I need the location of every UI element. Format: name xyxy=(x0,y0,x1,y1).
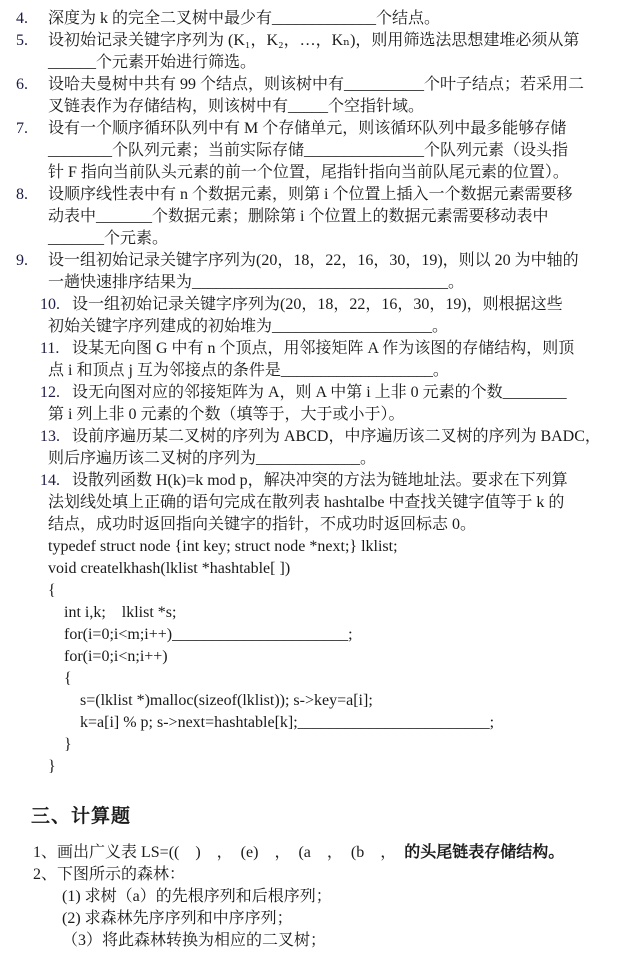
code-line-inner-close-brace: } xyxy=(64,736,72,753)
question-8-line-2 xyxy=(0,206,636,228)
code-line-close-brace: } xyxy=(48,758,56,775)
question-10-text: 设一组初始记录关键字序列为(20，18，22，16，30，19)，则根据这些 xyxy=(72,296,563,313)
question-10-line-2 xyxy=(0,316,636,338)
section-3-item-2: 2、下图所示的森林： xyxy=(33,866,186,883)
question-9-text-cont: 一趟快速排序结果为________________________________。 xyxy=(48,274,465,291)
question-12-line-2 xyxy=(0,404,636,426)
question-5-line-2 xyxy=(0,52,636,74)
question-6-text: 设哈夫曼树中共有 99 个结点，则该树中有__________个叶子结点；若采用二 xyxy=(48,76,585,93)
question-12-line-1 xyxy=(0,382,636,404)
question-10-text-cont: 初始关键字序列建成的初始堆为____________________。 xyxy=(48,318,449,335)
section-3-title: 三、计算题 xyxy=(31,806,132,827)
question-12-text: 设无向图对应的邻接矩阵为 A，则 A 中第 i 上非 0 元素的个数________ xyxy=(72,384,567,401)
question-13-text: 设前序遍历某二叉树的序列为 ABCD，中序遍历该二叉树的序列为 BADC， xyxy=(72,428,601,445)
question-8-text: 设顺序线性表中有 n 个数据元素，则第 i 个位置上插入一个数据元素需要移 xyxy=(48,186,573,203)
question-6-line-1 xyxy=(0,74,636,96)
question-7-line-3 xyxy=(0,162,636,184)
question-13-line-2 xyxy=(0,448,636,470)
code-line-typedef: typedef struct node {int key; struct node *next;} lklist; xyxy=(48,538,398,555)
question-6-number: 6. xyxy=(16,76,28,93)
section-3-item-2-sub-3: （3）将此森林转换为相应的二叉树； xyxy=(62,932,327,949)
question-14-text-cont2: 结点，成功时返回指向关键字的指针，不成功时返回标志 0。 xyxy=(48,516,477,533)
question-9-text: 设一组初始记录关键字序列为(20，18，22，16，30，19)，则以 20 为中轴的 xyxy=(48,252,579,269)
question-7-number: 7. xyxy=(16,120,28,137)
question-13-number: 13. xyxy=(40,428,60,445)
section-3-item-1-tail: 的头尾链表存储结构。 xyxy=(404,844,565,861)
question-12-number: 12. xyxy=(40,384,60,401)
question-7-line-2 xyxy=(0,140,636,162)
question-4-number: 4. xyxy=(16,10,28,27)
question-12-text-cont: 第 i 列上非 0 元素的个数（填等于，大于或小于）。 xyxy=(48,406,405,423)
code-line-for-m-blank: for(i=0;i<m;i++)______________________; xyxy=(64,626,353,643)
code-line-hashtable-blank: k=a[i] % p; s->next=hashtable[k];________________________; xyxy=(80,714,495,731)
question-11-text: 设某无向图 G 中有 n 个顶点，用邻接矩阵 A 作为该图的存储结构，则顶 xyxy=(72,340,575,357)
question-5-number: 5. xyxy=(16,32,28,49)
question-6-line-2 xyxy=(0,96,636,118)
section-3-item-1-lead: 1、画出广义表 LS=(( ) ， (e) ， (a ， (b ， xyxy=(33,844,405,861)
question-14-text-cont: 法划线处填上正确的语句完成在散列表 hashtalbe 中查找关键字值等于 k 的 xyxy=(48,494,565,511)
question-8-line-3 xyxy=(0,228,636,250)
question-14-line-3 xyxy=(0,514,636,536)
question-8-text-cont: 动表中_______个数据元素；删除第 i 个位置上的数据元素需要移动表中 xyxy=(48,208,549,225)
question-11-number: 11. xyxy=(40,340,60,357)
question-4-line-1 xyxy=(0,8,636,30)
question-10-line-1 xyxy=(0,294,636,316)
question-11-text-cont: 点 i 和顶点 j 互为邻接点的条件是___________________。 xyxy=(48,362,449,379)
question-5-text-cont: ______个元素开始进行筛选。 xyxy=(48,54,257,71)
question-8-number: 8. xyxy=(16,186,28,203)
question-8-text-cont2: _______个元素。 xyxy=(48,230,169,247)
question-14-number: 14. xyxy=(40,472,60,489)
code-line-declarations: int i,k; lklist *s; xyxy=(64,604,177,621)
question-4-text: 深度为 k 的完全二叉树中最少有_____________个结点。 xyxy=(48,10,441,27)
code-line-open-brace: { xyxy=(48,582,56,599)
question-8-line-1 xyxy=(0,184,636,206)
question-11-line-1 xyxy=(0,338,636,360)
question-14-line-1 xyxy=(0,470,636,492)
question-6-text-cont: 叉链表作为存储结构，则该树中有_____个空指针域。 xyxy=(48,98,425,115)
question-5-line-1 xyxy=(0,30,636,52)
question-7-text-cont: ________个队列元素；当前实际存储_______________个队列元素（设头指 xyxy=(48,142,569,159)
code-line-function-header: void createlkhash(lklist *hashtable[ ]) xyxy=(48,560,291,577)
question-5-text: 设初始记录关键字序列为 (K₁，K₂，…，Kₙ)，则用筛选法思想建堆必须从第 xyxy=(48,32,580,49)
question-14-line-2 xyxy=(0,492,636,514)
question-14-text: 设散列函数 H(k)=k mod p，解决冲突的方法为链地址法。要求在下列算 xyxy=(72,472,568,489)
code-line-malloc: s=(lklist *)malloc(sizeof(lklist)); s->key=a[i]; xyxy=(80,692,373,709)
question-10-number: 10. xyxy=(40,296,60,313)
code-line-inner-open-brace: { xyxy=(64,670,72,687)
section-3-item-2-sub-1: (1) 求树（a）的先根序列和后根序列； xyxy=(62,888,332,905)
question-7-line-1 xyxy=(0,118,636,140)
question-13-text-cont: 则后序遍历该二叉树的序列为_____________。 xyxy=(48,450,377,467)
question-11-line-2 xyxy=(0,360,636,382)
section-3-item-2-sub-2: (2) 求森林先序序列和中序序列； xyxy=(62,910,293,927)
question-13-line-1 xyxy=(0,426,636,448)
code-line-for-n: for(i=0;i<n;i++) xyxy=(64,648,168,665)
section-3-item-1 xyxy=(33,842,636,864)
question-7-text: 设有一个顺序循环队列中有 M 个存储单元，则该循环队列中最多能够存储 xyxy=(48,120,567,137)
question-7-text-cont2: 针 F 指向当前队头元素的前一个位置，尾指针指向当前队尾元素的位置）。 xyxy=(48,164,569,181)
question-9-line-1 xyxy=(0,250,636,272)
question-9-number: 9. xyxy=(16,252,28,269)
question-9-line-2 xyxy=(0,272,636,294)
